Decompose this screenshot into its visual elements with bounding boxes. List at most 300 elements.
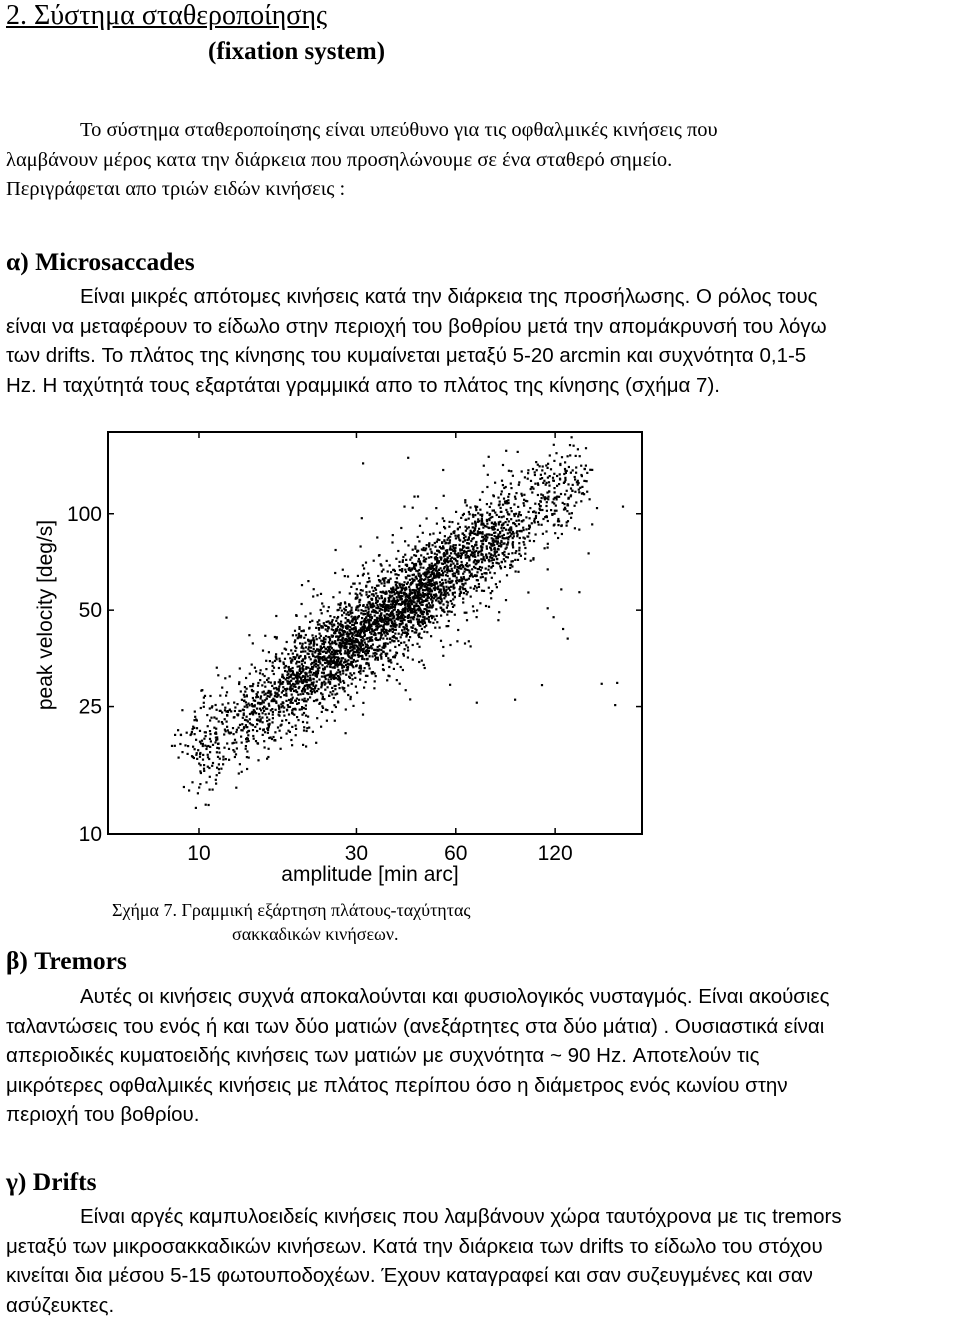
scatter-point xyxy=(430,575,432,577)
scatter-point xyxy=(481,532,483,534)
scatter-point xyxy=(580,500,582,502)
scatter-point xyxy=(323,605,325,607)
scatter-point xyxy=(252,697,254,699)
scatter-point xyxy=(307,667,309,669)
scatter-point xyxy=(508,493,510,495)
scatter-point xyxy=(386,581,388,583)
scatter-point xyxy=(375,675,377,677)
scatter-point xyxy=(491,590,493,592)
scatter-point xyxy=(388,599,390,601)
scatter-point xyxy=(307,675,309,677)
scatter-point xyxy=(196,719,198,721)
scatter-point xyxy=(368,627,370,629)
scatter-point xyxy=(354,642,356,644)
scatter-point xyxy=(566,490,568,492)
scatter-point xyxy=(321,672,323,674)
scatter-point xyxy=(305,745,307,747)
scatter-point xyxy=(372,593,374,595)
scatter-point xyxy=(279,679,281,681)
scatter-point xyxy=(357,575,359,577)
scatter-point xyxy=(351,616,353,618)
scatter-point xyxy=(402,556,404,558)
scatter-point xyxy=(395,629,397,631)
scatter-point xyxy=(247,720,249,722)
scatter-point xyxy=(443,588,445,590)
scatter-point xyxy=(302,643,304,645)
scatter-point xyxy=(369,655,371,657)
scatter-point xyxy=(356,664,358,666)
scatter-point xyxy=(296,672,298,674)
scatter-point xyxy=(236,703,238,705)
scatter-point xyxy=(372,652,374,654)
scatter-point xyxy=(435,594,437,596)
scatter-point xyxy=(454,596,456,598)
scatter-point xyxy=(553,444,555,446)
scatter-point xyxy=(564,507,566,509)
scatter-point xyxy=(583,480,585,482)
scatter-point xyxy=(568,513,570,515)
scatter-point xyxy=(479,499,481,501)
scatter-point xyxy=(475,550,477,552)
scatter-point xyxy=(309,612,311,614)
scatter-point xyxy=(494,535,496,537)
scatter-point xyxy=(442,594,444,596)
scatter-point xyxy=(229,732,231,734)
scatter-point xyxy=(407,629,409,631)
scatter-point xyxy=(377,607,379,609)
scatter-point xyxy=(447,575,449,577)
scatter-point xyxy=(335,673,337,675)
paragraph-line: περιοχή του βοθρίου. xyxy=(6,1103,200,1126)
scatter-point xyxy=(362,670,364,672)
scatter-point xyxy=(294,708,296,710)
scatter-point xyxy=(324,638,326,640)
scatter-point xyxy=(308,656,310,658)
scatter-point xyxy=(303,726,305,728)
scatter-point xyxy=(530,560,532,562)
scatter-point xyxy=(294,674,296,676)
scatter-point xyxy=(215,704,217,706)
scatter-point xyxy=(449,555,451,557)
scatter-point xyxy=(419,593,421,595)
scatter-point xyxy=(351,683,353,685)
scatter-point xyxy=(567,638,569,640)
scatter-point xyxy=(507,556,509,558)
scatter-point xyxy=(486,533,488,535)
scatter-point xyxy=(411,567,413,569)
scatter-point xyxy=(408,586,410,588)
scatter-point xyxy=(218,768,220,770)
scatter-point xyxy=(422,532,424,534)
scatter-point xyxy=(588,552,590,554)
scatter-point xyxy=(424,616,426,618)
scatter-point xyxy=(291,694,293,696)
scatter-point xyxy=(318,619,320,621)
scatter-point xyxy=(398,574,400,576)
scatter-point xyxy=(347,663,349,665)
scatter-point xyxy=(292,688,294,690)
scatter-point xyxy=(535,515,537,517)
scatter-point xyxy=(308,639,310,641)
scatter-point xyxy=(353,624,355,626)
scatter-point xyxy=(429,571,431,573)
scatter-point xyxy=(417,593,419,595)
scatter-point xyxy=(341,610,343,612)
scatter-point xyxy=(553,524,555,526)
scatter-point xyxy=(482,576,484,578)
scatter-point xyxy=(310,650,312,652)
scatter-point xyxy=(323,672,325,674)
scatter-point xyxy=(486,523,488,525)
scatter-point xyxy=(469,513,471,515)
scatter-point xyxy=(213,716,215,718)
scatter-point xyxy=(542,482,544,484)
scatter-point xyxy=(275,653,277,655)
scatter-point xyxy=(224,677,226,679)
scatter-point xyxy=(407,544,409,546)
heading-microsaccades: α) Microsaccades xyxy=(6,247,195,276)
scatter-point xyxy=(532,557,534,559)
scatter-point xyxy=(444,579,446,581)
scatter-point xyxy=(252,642,254,644)
scatter-point xyxy=(460,517,462,519)
scatter-point xyxy=(488,560,490,562)
scatter-point xyxy=(202,754,204,756)
scatter-point xyxy=(305,680,307,682)
scatter-point xyxy=(210,717,212,719)
scatter-point xyxy=(465,564,467,566)
scatter-point xyxy=(407,656,409,658)
scatter-point xyxy=(218,752,220,754)
scatter-point xyxy=(266,679,268,681)
scatter-point xyxy=(403,618,405,620)
scatter-point xyxy=(311,620,313,622)
scatter-point xyxy=(327,686,329,688)
scatter-point xyxy=(539,505,541,507)
scatter-point xyxy=(287,704,289,706)
scatter-point xyxy=(256,708,258,710)
scatter-point xyxy=(355,621,357,623)
scatter-point xyxy=(524,476,526,478)
scatter-point xyxy=(208,804,210,806)
scatter-point xyxy=(209,730,211,732)
scatter-point xyxy=(444,562,446,564)
scatter-point xyxy=(316,638,318,640)
scatter-point xyxy=(260,695,262,697)
scatter-point xyxy=(363,687,365,689)
scatter-point xyxy=(527,478,529,480)
scatter-point xyxy=(405,624,407,626)
scatter-point xyxy=(365,616,367,618)
scatter-point xyxy=(242,717,244,719)
scatter-point xyxy=(272,717,274,719)
scatter-point xyxy=(268,705,270,707)
scatter-point xyxy=(463,571,465,573)
scatter-point xyxy=(253,699,255,701)
scatter-point xyxy=(289,668,291,670)
scatter-point xyxy=(190,734,192,736)
scatter-point xyxy=(286,671,288,673)
scatter-point xyxy=(447,537,449,539)
scatter-point xyxy=(420,554,422,556)
scatter-point xyxy=(376,624,378,626)
scatter-point xyxy=(295,734,297,736)
scatter-point xyxy=(425,558,427,560)
scatter-point xyxy=(436,554,438,556)
scatter-point xyxy=(465,612,467,614)
scatter-point xyxy=(437,538,439,540)
scatter-point xyxy=(413,566,415,568)
scatter-point xyxy=(197,792,199,794)
scatter-point xyxy=(459,565,461,567)
scatter-point xyxy=(499,503,501,505)
scatter-point xyxy=(538,524,540,526)
scatter-point xyxy=(306,692,308,694)
scatter-point xyxy=(315,627,317,629)
scatter-point xyxy=(550,509,552,511)
scatter-point xyxy=(321,602,323,604)
scatter-point xyxy=(209,746,211,748)
scatter-point xyxy=(438,569,440,571)
scatter-point xyxy=(177,729,179,731)
scatter-point xyxy=(344,622,346,624)
figure-caption xyxy=(112,898,471,946)
scatter-point xyxy=(351,632,353,634)
scatter-point xyxy=(380,595,382,597)
scatter-point xyxy=(365,591,367,593)
scatter-point xyxy=(226,726,228,728)
scatter-point xyxy=(478,560,480,562)
scatter-point xyxy=(271,721,273,723)
scatter-point xyxy=(574,505,576,507)
scatter-point xyxy=(333,697,335,699)
scatter-point xyxy=(383,631,385,633)
scatter-point xyxy=(365,654,367,656)
scatter-point xyxy=(347,694,349,696)
scatter-point xyxy=(362,644,364,646)
scatter-point xyxy=(380,605,382,607)
scatter-point xyxy=(444,535,446,537)
scatter-point xyxy=(511,510,513,512)
scatter-point xyxy=(430,551,432,553)
scatter-point xyxy=(440,640,442,642)
scatter-point xyxy=(399,569,401,571)
scatter-point xyxy=(497,619,499,621)
scatter-point xyxy=(490,592,492,594)
scatter-point xyxy=(523,494,525,496)
scatter-point xyxy=(278,688,280,690)
scatter-point xyxy=(274,683,276,685)
scatter-point xyxy=(187,753,189,755)
scatter-point xyxy=(343,630,345,632)
scatter-point xyxy=(462,545,464,547)
scatter-point xyxy=(534,518,536,520)
scatter-point xyxy=(419,615,421,617)
scatter-point xyxy=(294,641,296,643)
scatter-point xyxy=(363,639,365,641)
scatter-point xyxy=(389,564,391,566)
scatter-point xyxy=(349,650,351,652)
scatter-point xyxy=(349,605,351,607)
scatter-point xyxy=(447,625,449,627)
scatter-point xyxy=(336,617,338,619)
scatter-point xyxy=(343,612,345,614)
scatter-point xyxy=(368,595,370,597)
scatter-point xyxy=(359,634,361,636)
scatter-point xyxy=(399,683,401,685)
scatter-point xyxy=(314,660,316,662)
scatter-point xyxy=(518,484,520,486)
scatter-point xyxy=(502,504,504,506)
scatter-point xyxy=(360,545,362,547)
scatter-point xyxy=(326,665,328,667)
scatter-point xyxy=(485,554,487,556)
scatter-point xyxy=(409,621,411,623)
scatter-point xyxy=(377,632,379,634)
scatter-point xyxy=(353,672,355,674)
scatter-point xyxy=(264,681,266,683)
scatter-point xyxy=(525,528,527,530)
scatter-point xyxy=(323,646,325,648)
scatter-point xyxy=(463,592,465,594)
scatter-point xyxy=(418,575,420,577)
scatter-point xyxy=(322,651,324,653)
scatter-point xyxy=(446,552,448,554)
scatter-point xyxy=(259,672,261,674)
scatter-point xyxy=(396,637,398,639)
scatter-point xyxy=(248,740,250,742)
scatter-point xyxy=(233,742,235,744)
scatter-point xyxy=(537,521,539,523)
scatter-point xyxy=(321,676,323,678)
scatter-point xyxy=(415,570,417,572)
scatter-point xyxy=(341,637,343,639)
scatter-point xyxy=(304,691,306,693)
scatter-point xyxy=(378,648,380,650)
scatter-point xyxy=(315,699,317,701)
scatter-point xyxy=(419,525,421,527)
scatter-point xyxy=(223,747,225,749)
section-title: 2. Σύστημα σταθεροποίησης xyxy=(6,0,328,31)
scatter-point xyxy=(394,620,396,622)
scatter-point xyxy=(215,733,217,735)
scatter-point xyxy=(443,611,445,613)
scatter-point xyxy=(210,740,212,742)
caption-line: σακκαδικών κινήσεων. xyxy=(232,924,399,944)
scatter-point xyxy=(264,746,266,748)
scatter-point xyxy=(543,480,545,482)
scatter-point xyxy=(508,553,510,555)
scatter-point xyxy=(296,716,298,718)
scatter-point xyxy=(431,583,433,585)
scatter-point xyxy=(205,804,207,806)
scatter-point xyxy=(301,584,303,586)
scatter-point xyxy=(339,632,341,634)
scatter-point xyxy=(549,475,551,477)
scatter-point xyxy=(470,554,472,556)
scatter-point xyxy=(278,690,280,692)
scatter-point xyxy=(290,675,292,677)
scatter-point xyxy=(433,597,435,599)
scatter-point xyxy=(295,728,297,730)
scatter-point xyxy=(419,564,421,566)
scatter-point xyxy=(476,702,478,704)
scatter-point xyxy=(244,719,246,721)
scatter-point xyxy=(421,582,423,584)
scatter-point xyxy=(320,645,322,647)
scatter-point xyxy=(347,639,349,641)
scatter-point xyxy=(496,558,498,560)
scatter-point xyxy=(313,588,315,590)
scatter-point xyxy=(199,741,201,743)
scatter-point xyxy=(518,481,520,483)
scatter-point xyxy=(352,666,354,668)
scatter-point xyxy=(327,678,329,680)
scatter-point xyxy=(318,679,320,681)
scatter-point xyxy=(325,625,327,627)
scatter-point xyxy=(422,610,424,612)
scatter-point xyxy=(408,575,410,577)
scatter-point xyxy=(518,513,520,515)
scatter-point xyxy=(248,634,250,636)
scatter-point xyxy=(298,699,300,701)
scatter-point xyxy=(358,601,360,603)
scatter-point xyxy=(302,693,304,695)
y-tick-label: 10 xyxy=(78,823,102,846)
scatter-point xyxy=(248,757,250,759)
scatter-point xyxy=(539,465,541,467)
scatter-point xyxy=(355,619,357,621)
scatter-point xyxy=(443,567,445,569)
scatter-point xyxy=(386,613,388,615)
scatter-point xyxy=(425,571,427,573)
scatter-point xyxy=(320,593,322,595)
scatter-point xyxy=(234,710,236,712)
scatter-point xyxy=(285,692,287,694)
scatter-point xyxy=(473,549,475,551)
scatter-point xyxy=(303,712,305,714)
scatter-point xyxy=(453,531,455,533)
scatter-point xyxy=(436,559,438,561)
paragraph-line: ταλαντώσεις του ενός ή και των δύο ματιών (ανεξάρτητες στα δύο μάτια) . Ουσιαστικά είναι xyxy=(6,1014,825,1038)
scatter-point xyxy=(251,703,253,705)
scatter-point xyxy=(191,755,193,757)
scatter-point xyxy=(558,483,560,485)
scatter-point xyxy=(374,638,376,640)
scatter-point xyxy=(372,655,374,657)
scatter-point xyxy=(568,497,570,499)
scatter-point xyxy=(255,740,257,742)
scatter-point xyxy=(401,634,403,636)
scatter-point xyxy=(572,484,574,486)
scatter-point xyxy=(534,521,536,523)
scatter-point xyxy=(474,514,476,516)
scatter-point xyxy=(415,576,417,578)
scatter-point xyxy=(281,674,283,676)
scatter-point xyxy=(382,637,384,639)
scatter-point xyxy=(428,557,430,559)
scatter-point xyxy=(556,485,558,487)
scatter-point xyxy=(411,589,413,591)
scatter-point xyxy=(416,551,418,553)
scatter-point xyxy=(622,506,624,508)
scatter-point xyxy=(534,483,536,485)
scatter-point xyxy=(187,745,189,747)
scatter-point xyxy=(394,633,396,635)
scatter-point xyxy=(415,555,417,557)
scatter-point xyxy=(411,616,413,618)
scatter-point xyxy=(464,499,466,501)
